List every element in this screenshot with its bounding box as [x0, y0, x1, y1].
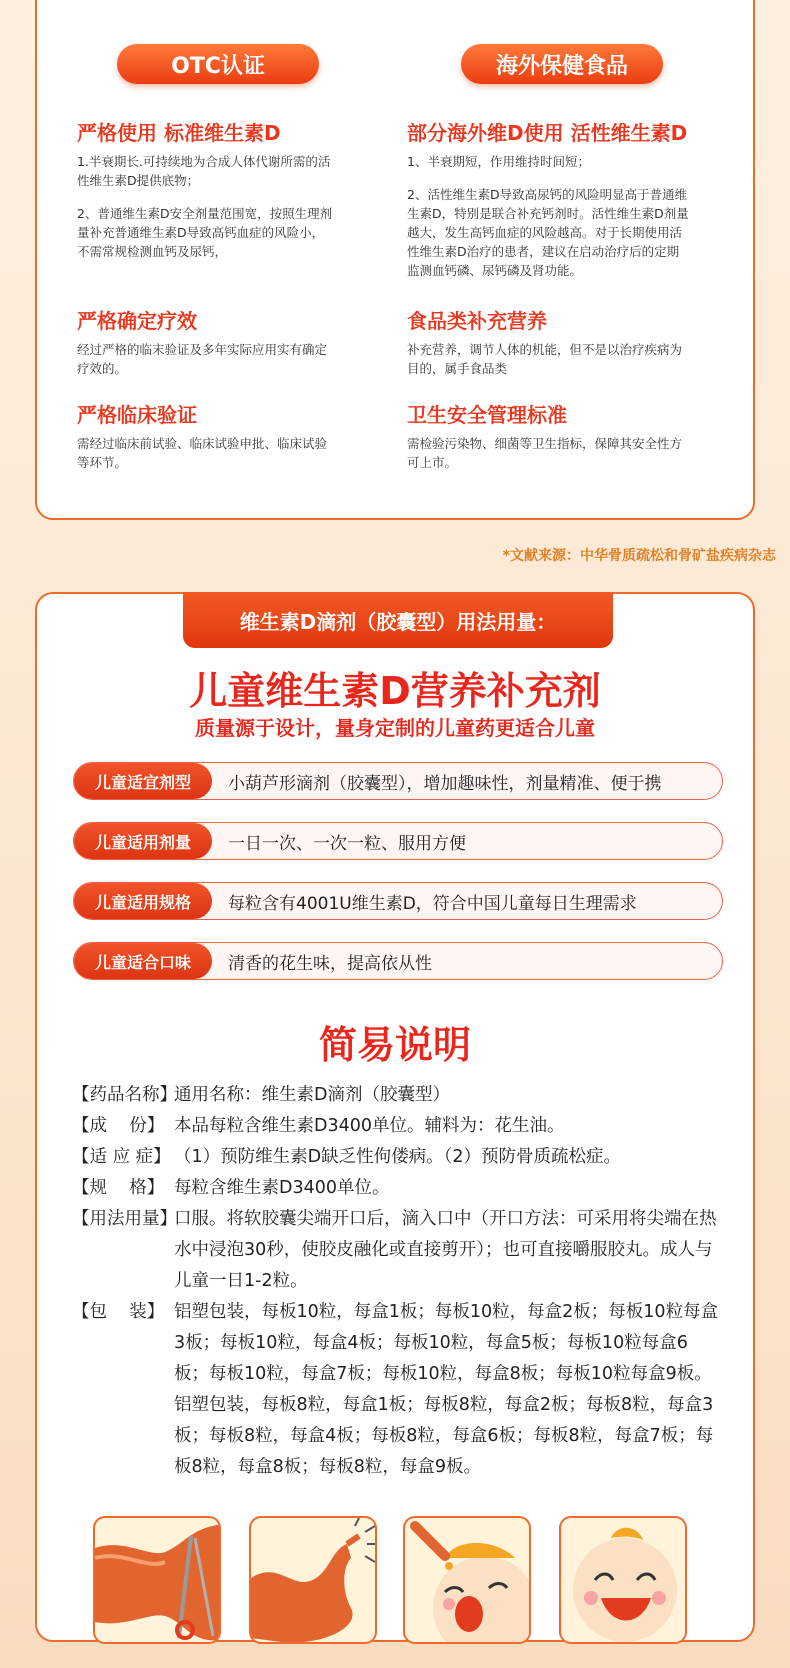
capsule-tip-icon [251, 1518, 377, 1644]
otc-badge: OTC认证 [117, 44, 319, 84]
overseas-section-title: 部分海外维D使用 活性维生素D [407, 121, 688, 145]
simple-instructions-title: 简易说明 [318, 1023, 471, 1067]
otc-section-1 [77, 120, 367, 261]
otc-section-text: 2、普通维生素D安全剂量范围宽，按照生理剂量补充普通维生素D导致高钙血症的风险小，不需常规检测血钙及尿钙， [77, 206, 333, 259]
capsule-cut-icon [95, 1518, 221, 1644]
feature-text: 清香的花生味，提高依从性 [228, 953, 432, 974]
feature-text: 每粒含有4001U维生素D，符合中国儿童每日生理需求 [228, 893, 637, 914]
instruction-value: 每粒含维生素D3400单位。 [174, 1178, 390, 1198]
usage-tab-title: 维生素D滴剂（胶囊型）用法用量： [183, 592, 613, 648]
happy-baby-icon [561, 1518, 687, 1644]
instruction-row [72, 1080, 722, 1111]
overseas-section-text: 2、活性维生素D导致高尿钙的风险明显高于普通维生素D，特别是联合补充钙剂时。活性维生素D剂量越大，发生高钙血症的风险越高。对于长期使用活性维生素D治疗的患者，建议在启动治疗后的定期监测血钙磷、尿钙磷及肾功能。 [407, 187, 689, 278]
instruction-row [72, 1111, 722, 1142]
otc-section-text: 需经过临床前试验、临床试验申批、临床试验等环节。 [77, 436, 328, 470]
overseas-section-2 [407, 308, 727, 378]
instruction-key: 【药品名称】 [72, 1085, 177, 1105]
main-title: 儿童维生素D营养补充剂 [189, 669, 601, 713]
instruction-key: 【规 格】 [72, 1178, 165, 1198]
instruction-row [72, 1142, 722, 1173]
overseas-section-title: 卫生安全管理标准 [407, 403, 567, 427]
instruction-value: 本品每粒含维生素D3400单位。辅料为：花生油。 [174, 1116, 565, 1136]
instruction-value: 口服。将软胶囊尖端开口后，滴入口中（开口方法：可采用将尖端在热水中浸泡30秒，使胶皮融化或直接剪开）；也可直接嚼服胶丸。成人与儿童一日1-2粒。 [174, 1209, 717, 1291]
instruction-row [72, 1204, 722, 1297]
instruction-key: 【适 应 症】 [72, 1147, 171, 1167]
capsule-tip-illustration [249, 1516, 377, 1644]
otc-section-text: 经过严格的临末验证及多年实际应用实有确定疗效的。 [77, 342, 328, 376]
dropper-baby-illustration [403, 1516, 531, 1644]
instruction-value: （1）预防维生素D缺乏性佝偻病。（2）预防骨质疏松症。 [174, 1147, 621, 1167]
otc-section-2 [77, 308, 367, 378]
instruction-key: 【用法用量】 [72, 1209, 177, 1229]
overseas-section-text: 1、半衰期短，作用维持时间短； [407, 154, 590, 169]
otc-section-title: 严格确定疗效 [77, 309, 197, 333]
overseas-section-title: 食品类补充营养 [407, 309, 547, 333]
otc-section-3 [77, 402, 367, 472]
source-note: *文献来源：中华骨质疏松和骨矿盐疾病杂志 [502, 548, 776, 564]
otc-section-text: 1.半衰期长.可持续地为合成人体代谢所需的活性维生素D提供底物； [77, 154, 331, 188]
feature-tag: 儿童适用规格 [74, 883, 212, 919]
feature-row-dosage-form [73, 762, 723, 800]
instruction-key: 【包 装】 [72, 1302, 165, 1322]
overseas-badge: 海外保健食品 [461, 44, 663, 84]
overseas-section-3 [407, 402, 727, 472]
instruction-value: 通用名称：维生素D滴剂（胶囊型） [174, 1085, 450, 1105]
otc-section-title: 严格使用 标准维生素D [77, 121, 281, 145]
feature-row-flavor [73, 942, 723, 980]
overseas-section-text: 需检验污染物、细菌等卫生指标，保障其安全性方可上市。 [407, 436, 683, 470]
feature-text: 一日一次、一次一粒、服用方便 [228, 833, 466, 854]
capsule-cut-illustration [93, 1516, 221, 1644]
feature-tag: 儿童适宜剂型 [74, 763, 212, 799]
usage-card [35, 592, 755, 1642]
feature-text: 小葫芦形滴剂（胶囊型），增加趣味性，剂量精准、便于携 [228, 773, 662, 794]
happy-baby-illustration [559, 1516, 687, 1644]
feature-tag: 儿童适用剂量 [74, 823, 212, 859]
overseas-section-1 [407, 120, 727, 280]
instruction-value: 铝塑包装，每板10粒，每盒1板；每板10粒，每盒2板；每板10粒每盒3板；每板10粒，每盒4板；每板10粒，每盒5板；每板10粒每盒6板；每板10粒，每盒7板；每板10粒，每盒8板；每板10粒每盒9板。铝塑包装，每板8粒，每盒1板；每板8粒，每盒2板；每板8粒，每盒3板；每板8粒，每盒4板；每板8粒，每盒6板；每板8粒，每盒7板；每板8粒，每盒8板；每板8粒，每盒9板。 [174, 1302, 719, 1477]
otc-section-title: 严格临床验证 [77, 403, 197, 427]
baby-drop-icon [405, 1518, 531, 1644]
feature-row-dose [73, 822, 723, 860]
feature-row-spec [73, 882, 723, 920]
instruction-key: 【成 份】 [72, 1116, 165, 1136]
comparison-card [35, 0, 755, 520]
instructions-list [72, 1080, 722, 1483]
overseas-section-text: 补充营养，调节人体的机能，但不是以治疗疾病为目的，属手食品类 [407, 342, 683, 376]
instruction-row [72, 1173, 722, 1204]
main-subtitle: 质量源于设计，量身定制的儿童药更适合儿童 [195, 716, 595, 740]
feature-tag: 儿童适合口味 [74, 943, 212, 979]
instruction-row [72, 1297, 722, 1483]
